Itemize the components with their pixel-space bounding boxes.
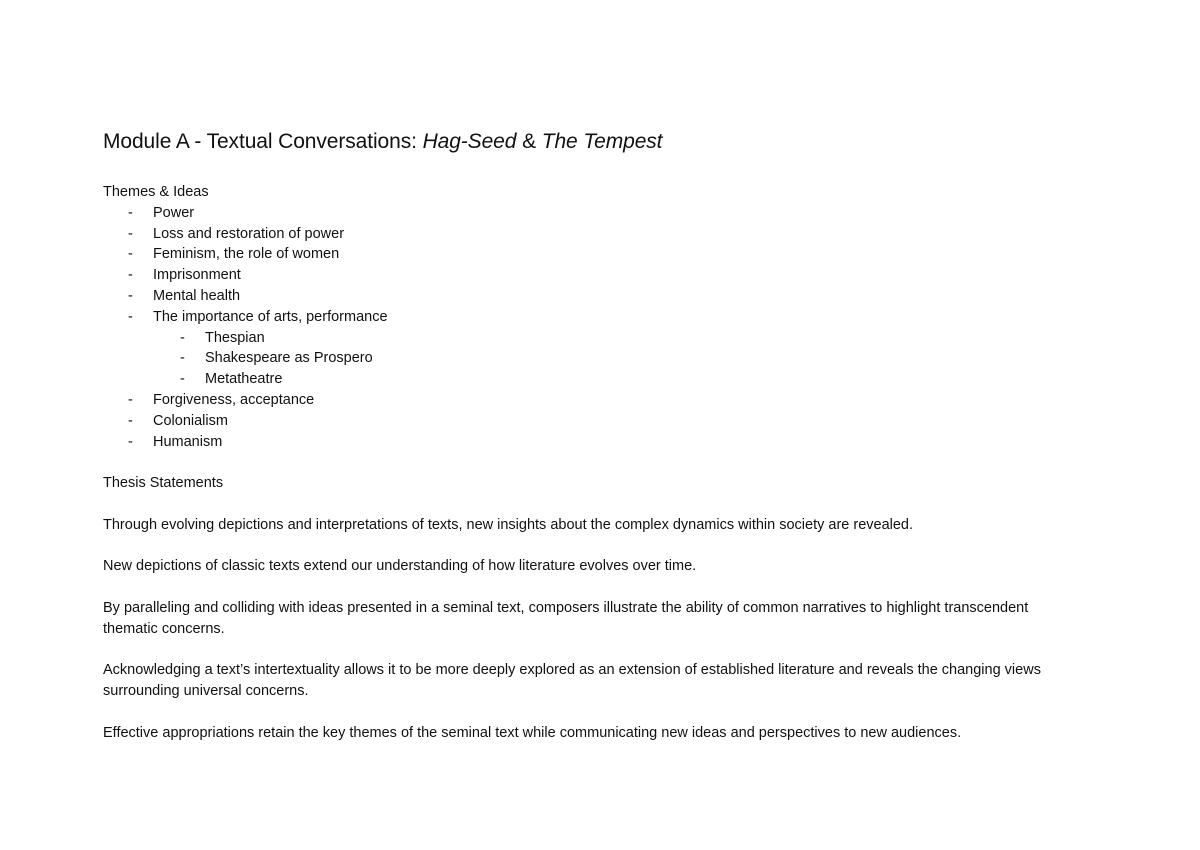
title-work-the-tempest: The Tempest <box>541 130 663 153</box>
sub-list-item-text: Metatheatre <box>205 371 283 388</box>
list-item-text: Colonialism <box>153 412 228 429</box>
list-item-text: The importance of arts, performance <box>153 308 388 325</box>
spacer <box>103 536 1103 557</box>
page-title <box>103 128 1103 156</box>
sub-list-item <box>103 328 1103 349</box>
dash-bullet: - <box>180 329 185 346</box>
list-item <box>103 244 1103 265</box>
list-item-text: Power <box>153 204 195 221</box>
spacer <box>103 640 1103 661</box>
list-item-text: Forgiveness, acceptance <box>153 391 315 408</box>
dash-bullet: - <box>128 246 133 263</box>
arts-subthemes-list <box>153 328 1103 390</box>
title-ampersand: & <box>516 130 542 153</box>
title-prefix: Module A - Textual Conversations: <box>103 130 423 153</box>
spacer <box>103 577 1103 598</box>
title-work-hag-seed: Hag-Seed <box>422 130 517 153</box>
list-item <box>103 432 1103 453</box>
thesis-statement: Acknowledging a text’s intertextuality allows it to be more deeply explored as an extension of established literature and reveals the changing views surrounding universal concerns. <box>103 662 1041 700</box>
dash-bullet: - <box>128 225 133 242</box>
thesis-heading: Thesis Statements <box>103 475 224 492</box>
sub-list-item <box>103 348 1103 369</box>
sub-list-item <box>103 369 1103 390</box>
themes-list <box>103 203 1103 453</box>
dash-bullet: - <box>180 350 185 367</box>
dash-bullet: - <box>128 433 133 450</box>
list-item-text: Imprisonment <box>153 267 241 284</box>
list-item <box>103 390 1103 411</box>
list-item <box>103 265 1103 286</box>
thesis-statement: By paralleling and colliding with ideas presented in a seminal text, composers illustrate the ability of common narratives to highlight transcendent thematic concerns. <box>103 599 1029 637</box>
dash-bullet: - <box>128 267 133 284</box>
dash-bullet: - <box>128 391 133 408</box>
dash-bullet: - <box>128 204 133 221</box>
list-item-text: Feminism, the role of women <box>153 246 340 263</box>
spacer <box>103 452 1103 473</box>
thesis-statement: Through evolving depictions and interpretations of texts, new insights about the complex dynamics within society are revealed. <box>103 516 914 533</box>
spacer <box>103 494 1103 515</box>
document-page <box>103 128 1103 744</box>
list-item-text: Mental health <box>153 287 241 304</box>
spacer <box>103 702 1103 723</box>
dash-bullet: - <box>180 371 185 388</box>
sub-list-item-text: Thespian <box>205 329 265 346</box>
dash-bullet: - <box>128 412 133 429</box>
dash-bullet: - <box>128 287 133 304</box>
list-item <box>103 286 1103 307</box>
list-item-text: Loss and restoration of power <box>153 225 345 242</box>
thesis-statement: New depictions of classic texts extend our understanding of how literature evolves over time. <box>103 558 697 575</box>
list-item <box>103 411 1103 432</box>
list-item <box>103 203 1103 224</box>
themes-heading: Themes & Ideas <box>103 184 209 200</box>
thesis-statement: Effective appropriations retain the key themes of the seminal text while communicating new ideas and perspectives to new audiences. <box>103 724 962 741</box>
dash-bullet: - <box>128 308 133 325</box>
list-item-text: Humanism <box>153 433 223 450</box>
list-item <box>103 307 1103 390</box>
sub-list-item-text: Shakespeare as Prospero <box>205 350 373 367</box>
list-item <box>103 224 1103 245</box>
